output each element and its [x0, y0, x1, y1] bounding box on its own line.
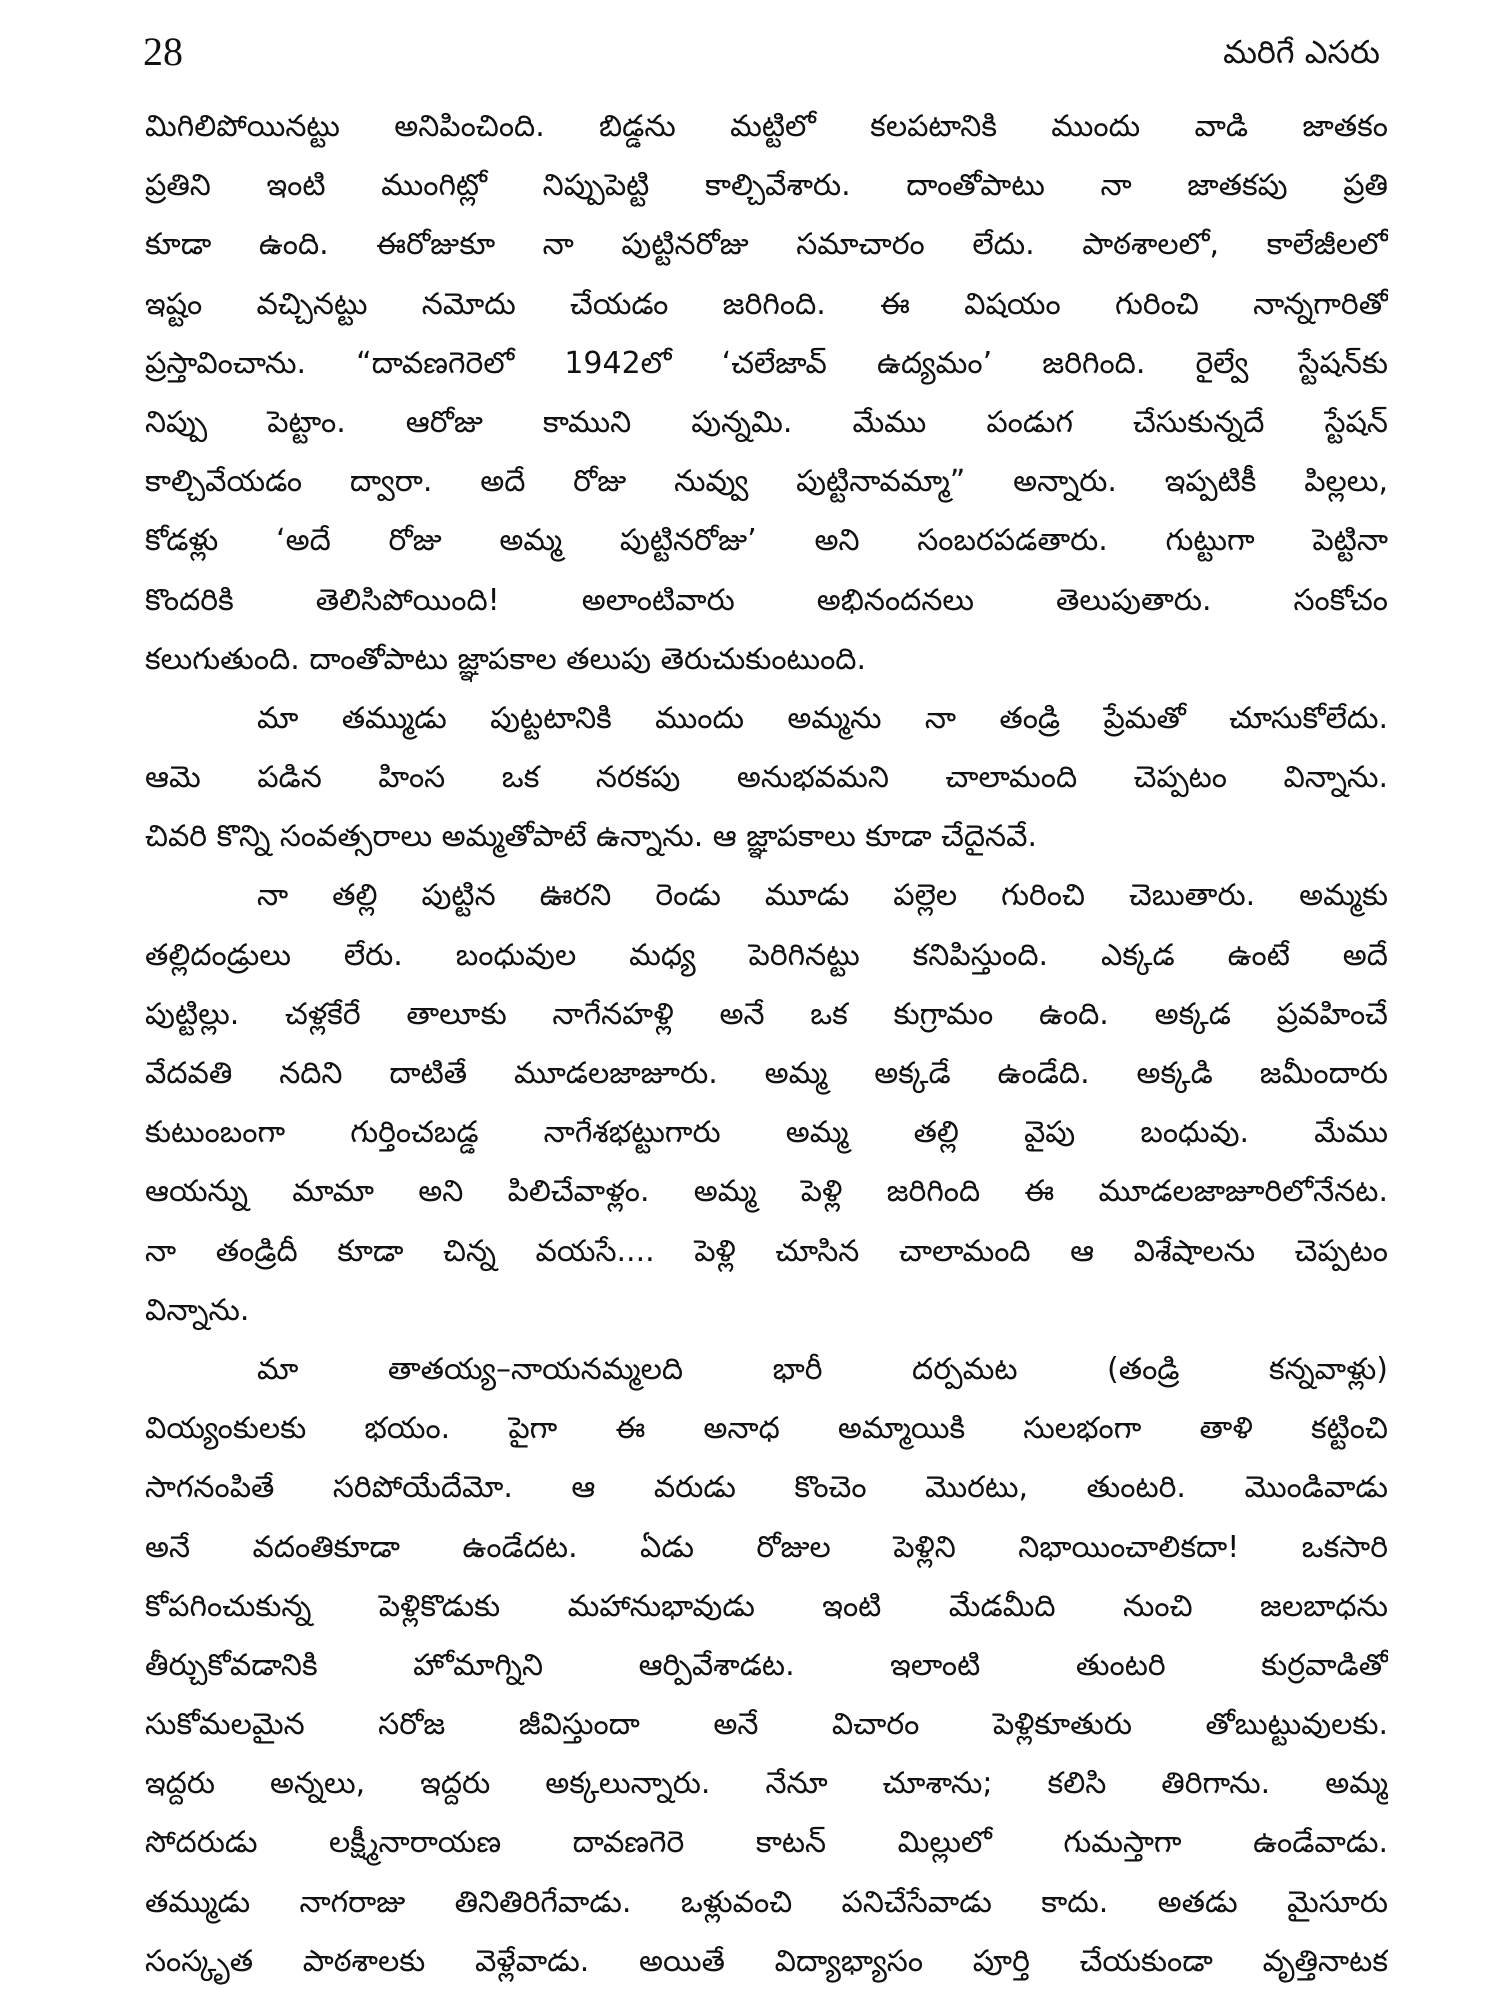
text-line: కుటుంబంగా గుర్తించబడ్డ నాగేశభట్టుగారు అమ్మ తల్లి వైపు బంధువు. మేము: [145, 1115, 1388, 1151]
text-line: నిప్పు పెట్టాం. ఆరోజు కాముని పున్నమి. మేము పండుగ చేసుకున్నదే స్టేషన్: [145, 404, 1388, 440]
text-line: ఇద్దరు అన్నలు, ఇద్దరు అక్కలున్నారు. నేనూ చూశాను; కలిసి తిరిగాను. అమ్మ: [145, 1766, 1388, 1802]
text-line: మా తమ్ముడు పుట్టటానికి ముందు అమ్మను నా తండ్రి ప్రేమతో చూసుకోలేదు.: [257, 700, 1388, 736]
text-line: ఆయన్ను మామా అని పిలిచేవాళ్లం. అమ్మ పెళ్లి జరిగింది ఈ మూడలజాజూరిలోనేనట.: [145, 1174, 1388, 1210]
text-line: సోదరుడు లక్ష్మీనారాయణ దావణగెరె కాటన్ మిల్లులో గుమస్తాగా ఉండేవాడు.: [145, 1825, 1388, 1861]
text-line: సంస్కృత పాఠశాలకు వెళ్లేవాడు. అయితే విద్యాభ్యాసం పూర్తి చేయకుండా వృత్తినాటక: [145, 1943, 1388, 1979]
page-number: 28: [143, 29, 183, 74]
text-line: మా తాతయ్య–నాయనమ్మలది భారీ దర్పమట (తండ్రి కన్నవాళ్లు): [257, 1351, 1388, 1387]
text-line: ప్రస్తావించాను. “దావణగెరెలో 1942లో ‘చలేజావ్ ఉద్యమం’ జరిగింది. రైల్వే స్టేషన్‌కు: [145, 345, 1388, 381]
body-text: [145, 97, 1388, 1991]
text-line: ఆమె పడిన హింస ఒక నరకపు అనుభవమని చాలామంది చెప్పటం విన్నాను.: [145, 760, 1388, 796]
text-line: తమ్ముడు నాగరాజు తినితిరిగేవాడు. ఒళ్లువంచి పనిచేసేవాడు కాదు. అతడు మైసూరు: [145, 1884, 1388, 1920]
text-line: విన్నాను.: [145, 1292, 250, 1328]
text-line: ప్రతిని ఇంటి ముంగిట్లో నిప్పుపెట్టి కాల్చివేశారు. దాంతోపాటు నా జాతకపు ప్రతి: [145, 168, 1388, 204]
text-line: వియ్యంకులకు భయం. పైగా ఈ అనాధ అమ్మాయికి సులభంగా తాళి కట్టించి: [145, 1411, 1388, 1447]
text-line: నా తల్లి పుట్టిన ఊరని రెండు మూడు పల్లెల గురించి చెబుతారు. అమ్మకు: [257, 878, 1388, 914]
text-line: కాల్చివేయడం ద్వారా. అదే రోజు నువ్వు పుట్టినావమ్మా” అన్నారు. ఇప్పటికీ పిల్లలు,: [145, 464, 1388, 500]
page-header: [143, 22, 1380, 82]
text-line: కూడా ఉంది. ఈరోజుకూ నా పుట్టినరోజు సమాచారం లేదు. పాఠశాలలో, కాలేజీలలో: [145, 227, 1388, 263]
text-line: మిగిలిపోయినట్టు అనిపించింది. బిడ్డను మట్టిలో కలపటానికి ముందు వాడి జాతకం: [145, 109, 1388, 144]
text-line: తీర్చుకోవడానికి హోమాగ్నిని ఆర్పివేశాడట. ఇలాంటి తుంటరి కుర్రవాడితో: [145, 1647, 1388, 1683]
text-line: సాగనంపితే సరిపోయేదేమో. ఆ వరుడు కొంచెం మొరటు, తుంటరి. మొండివాడు: [145, 1470, 1388, 1506]
text-line: తల్లిదండ్రులు లేరు. బంధువుల మధ్య పెరిగినట్టు కనిపిస్తుంది. ఎక్కడ ఉంటే అదే: [145, 937, 1388, 973]
text-line: వేదవతి నదిని దాటితే మూడలజాజూరు. అమ్మ అక్కడే ఉండేది. అక్కడి జమీందారు: [145, 1056, 1388, 1091]
text-line: కొందరికి తెలిసిపోయింది! అలాంటివారు అభినందనలు తెలుపుతారు. సంకోచం: [145, 582, 1388, 618]
text-line: కలుగుతుంది. దాంతోపాటు జ్ఞాపకాల తలుపు తెరుచుకుంటుంది.: [145, 641, 867, 677]
text-line: కోడళ్లు ‘అదే రోజు అమ్మ పుట్టినరోజు’ అని సంబరపడతారు. గుట్టుగా పెట్టినా: [145, 523, 1388, 559]
text-line: సుకోమలమైన సరోజ జీవిస్తుందా అనే విచారం పెళ్లికూతురు తోబుట్టువులకు.: [145, 1707, 1388, 1743]
text-line: కోపగించుకున్న పెళ్లికొడుకు మహానుభావుడు ఇంటి మేడమీది నుంచి జలబాధను: [145, 1588, 1388, 1624]
text-line: అనే వదంతికూడా ఉండేదట. ఏడు రోజుల పెళ్లిని నిభాయించాలికదా! ఒకసారి: [145, 1529, 1388, 1565]
running-title: మరిగే ఎసరు: [1223, 33, 1380, 71]
text-line: నా తండ్రిదీ కూడా చిన్న వయసే.... పెళ్లి చూసిన చాలామంది ఆ విశేషాలను చెప్పటం: [145, 1233, 1388, 1269]
text-line: చివరి కొన్ని సంవత్సరాలు అమ్మతోపాటే ఉన్నాను. ఆ జ్ఞాపకాలు కూడా చేదైనవే.: [145, 819, 1037, 855]
text-line: ఇష్టం వచ్చినట్టు నమోదు చేయడం జరిగింది. ఈ విషయం గురించి నాన్నగారితో: [145, 286, 1388, 322]
text-line: పుట్టిల్లు. చళ్లకేరే తాలూకు నాగేనహళ్లి అనే ఒక కుగ్రామం ఉంది. అక్కడ ప్రవహించే: [145, 996, 1388, 1032]
